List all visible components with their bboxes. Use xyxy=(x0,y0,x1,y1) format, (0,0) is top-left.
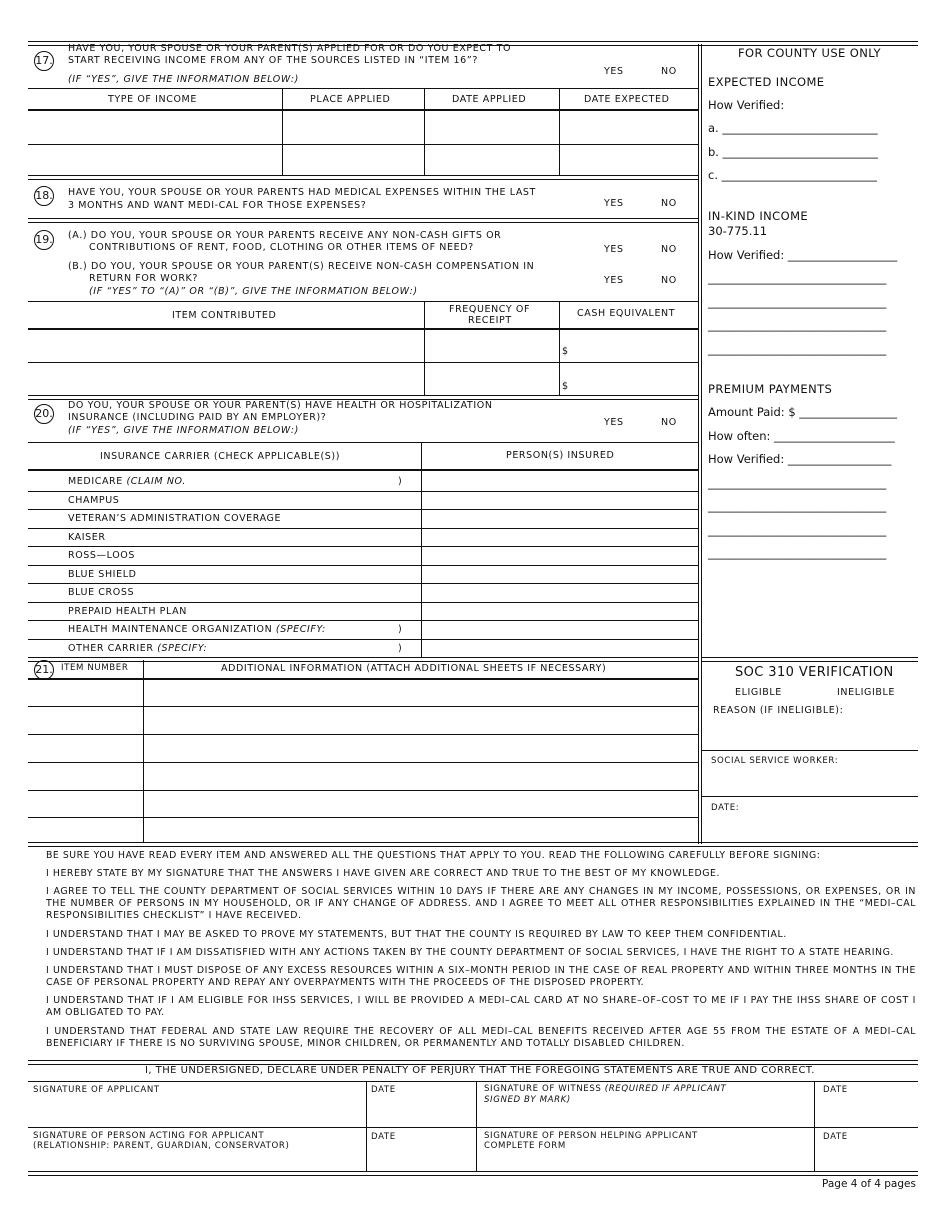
q17-type-cell-2[interactable] xyxy=(29,146,281,174)
q19-table-top xyxy=(28,301,698,302)
q20-table-top xyxy=(28,442,698,443)
q20-bottom xyxy=(28,657,698,662)
q19-col-sep1 xyxy=(424,301,425,396)
q17-number: 17. xyxy=(34,51,54,71)
carrier-row-rule xyxy=(28,620,698,621)
soc-worker: SOCIAL SERVICE WORKER: xyxy=(711,756,839,766)
statement-4: I UNDERSTAND THAT IF I AM DISSATISFIED WITH ANY ACTIONS TAKEN BY THE COUNTY DEPARTMENT OF SOCIAL SERVICES, I HAVE THE RIGHT TO A STATE HEARING. xyxy=(46,947,894,958)
q20-col-insured: PERSON(S) INSURED xyxy=(506,450,615,461)
q19-col-freq-l2: RECEIPT xyxy=(468,315,512,326)
carrier-row[interactable] xyxy=(68,476,408,487)
signature-sep-3 xyxy=(814,1081,815,1171)
q21-row-5 xyxy=(28,817,698,818)
q17-col-sep2 xyxy=(424,88,425,176)
county-premium-line-4[interactable]: _______________________________ xyxy=(708,546,887,560)
q17-col-date-applied: DATE APPLIED xyxy=(452,94,527,105)
signature-sep-1 xyxy=(366,1081,367,1171)
soc-reason: REASON (IF INELIGIBLE): xyxy=(713,705,844,716)
q21-header-rule xyxy=(28,678,698,680)
county-inkind-how-verified[interactable]: How Verified: ___________________ xyxy=(708,248,898,262)
county-amount-paid[interactable]: Amount Paid: $ _________________ xyxy=(708,405,898,419)
soc-rule-1 xyxy=(701,750,918,751)
q17-no[interactable]: NO xyxy=(661,66,677,77)
carrier-close-paren: ) xyxy=(398,476,403,487)
carrier-name: BLUE SHIELD xyxy=(68,568,137,580)
perjury-declaration: I, THE UNDERSIGNED, DECLARE UNDER PENALTY OF PERJURY THAT THE FOREGOING STATEMENTS ARE TRUE AND CORRECT. xyxy=(145,1065,815,1076)
carrier-row-rule xyxy=(28,639,698,640)
carrier-row[interactable] xyxy=(68,513,408,524)
carrier-row-rule xyxy=(28,509,698,510)
statement-5: I UNDERSTAND THAT I MUST DISPOSE OF ANY EXCESS RESOURCES WITHIN A SIX–MONTH PERIOD IN THE CASE OF REAL PROPERTY AND WITHIN THREE MONTHS IN THE CASE OF PERSONAL PROPERTY AND REPAY ANY OVERPAYMENTS WITH THE PROCEEDS OF THE DISPOSED PROPERTY. xyxy=(46,965,916,988)
q20-header-rule xyxy=(28,469,698,471)
carrier-name: HEALTH MAINTENANCE ORGANIZATION xyxy=(68,624,276,635)
q17-yes[interactable]: YES xyxy=(604,66,624,77)
q19-a-line1: (A.) DO YOU, YOUR SPOUSE OR YOUR PARENTS RECEIVE ANY NON-CASH GIFTS OR xyxy=(68,230,502,241)
signature-helping-l1[interactable]: SIGNATURE OF PERSON HELPING APPLICANT xyxy=(484,1131,698,1141)
q18-bottom xyxy=(28,218,698,223)
q21-col-item: ITEM NUMBER xyxy=(61,663,129,673)
q20-col-sep xyxy=(421,442,422,658)
section-bottom-border xyxy=(28,842,918,847)
carrier-name: PREPAID HEALTH PLAN xyxy=(68,605,187,617)
statement-7: I UNDERSTAND THAT FEDERAL AND STATE LAW REQUIRE THE RECOVERY OF ALL MEDI–CAL BENEFITS RECEIVED AFTER AGE 55 FROM THE ESTATE OF A MEDI–CAL BENEFICIARY IF THERE IS NO SURVIVING SPOUSE, MINOR CHILDREN, OR PERMANENTLY AND TOTALLY DISABLED CHILDREN. xyxy=(46,1026,916,1049)
carrier-close-paren: ) xyxy=(398,642,403,654)
soc-rule-2 xyxy=(701,796,918,797)
statement-2: I AGREE TO TELL THE COUNTY DEPARTMENT OF SOCIAL SERVICES WITHIN 10 DAYS IF THERE ARE ANY CHANGES IN MY INCOME, POSSESSIONS, OR EXPENSES, OR IN THE NUMBER OF PERSONS IN MY HOUSEHOLD, OR IF ANY CHANGE OF ADDRESS. AND I AGREE TO MEET ALL OTHER RESPONSIBILITIES EXPLAINED IN THE “MEDI–CAL RESPONSIBILITIES CHECKLIST” I HAVE RECEIVED. xyxy=(46,886,916,921)
carrier-row[interactable] xyxy=(68,495,408,506)
signature-witness[interactable] xyxy=(484,1084,726,1095)
q19-b-yes[interactable]: YES xyxy=(604,275,624,286)
carrier-row-rule xyxy=(28,491,698,492)
q19-number: 19. xyxy=(34,230,54,250)
q17-col-sep3 xyxy=(559,88,560,176)
carrier-note: (SPECIFY: xyxy=(157,642,208,654)
county-inkind-line-2[interactable]: _______________________________ xyxy=(708,295,887,309)
signature-applicant-date[interactable]: DATE xyxy=(371,1085,396,1095)
q19-dollar-1: $ xyxy=(562,346,569,357)
statement-intro: BE SURE YOU HAVE READ EVERY ITEM AND ANSWERED ALL THE QUESTIONS THAT APPLY TO YOU. READ THE FOLLOWING CAREFULLY BEFORE SIGNING: xyxy=(46,850,821,861)
q17-col-type: TYPE OF INCOME xyxy=(108,94,197,105)
county-inkind-line-4[interactable]: _______________________________ xyxy=(708,342,887,356)
q19-a-no[interactable]: NO xyxy=(661,244,677,255)
q19-col-sep2 xyxy=(559,301,560,396)
q20-no[interactable]: NO xyxy=(661,417,677,428)
carrier-row[interactable] xyxy=(68,550,408,561)
q17-col-sep1 xyxy=(282,88,283,176)
carrier-name: ROSS—LOOS xyxy=(68,550,135,561)
q21-row-2 xyxy=(28,734,698,735)
q17-col-place: PLACE APPLIED xyxy=(310,94,391,105)
statement-3: I UNDERSTAND THAT I MAY BE ASKED TO PROVE MY STATEMENTS, BUT THAT THE COUNTY IS REQUIRED BY LAW TO KEEP THEM CONFIDENTIAL. xyxy=(46,929,787,940)
county-how-verified: How Verified: xyxy=(708,98,785,112)
q19-header-rule xyxy=(28,328,698,330)
q20-col-carrier: INSURANCE CARRIER (CHECK APPLICABLE(S)) xyxy=(100,451,341,462)
signature-witness-note2: SIGNED BY MARK) xyxy=(484,1095,571,1105)
q20-instruction: (IF “YES”, GIVE THE INFORMATION BELOW:) xyxy=(68,425,299,436)
carrier-name: BLUE CROSS xyxy=(68,587,135,598)
q21-col-info: ADDITIONAL INFORMATION (ATTACH ADDITIONAL SHEETS IF NECESSARY) xyxy=(221,663,607,674)
carrier-row-rule xyxy=(28,528,698,529)
q18-yes[interactable]: YES xyxy=(604,198,624,209)
q21-number: 21. xyxy=(34,660,54,680)
main-divider-2 xyxy=(701,44,702,844)
q19-a-line2: CONTRIBUTIONS OF RENT, FOOD, CLOTHING OR OTHER ITEMS OF NEED? xyxy=(89,242,474,253)
q21-row-3 xyxy=(28,762,698,763)
county-premium-line-1[interactable]: _______________________________ xyxy=(708,476,887,490)
carrier-close-paren: ) xyxy=(398,624,403,635)
county-line-a[interactable]: a. ___________________________ xyxy=(708,121,878,135)
county-line-c[interactable]: c. ___________________________ xyxy=(708,168,877,182)
q18-no[interactable]: NO xyxy=(661,198,677,209)
page-number: Page 4 of 4 pages xyxy=(822,1178,916,1190)
q19-b-line1: (B.) DO YOU, YOUR SPOUSE OR YOUR PARENT(S) RECEIVE NON-CASH COMPENSATION IN xyxy=(68,261,535,272)
carrier-row[interactable] xyxy=(68,532,408,543)
carrier-row[interactable] xyxy=(68,569,408,580)
signature-helping-date[interactable]: DATE xyxy=(823,1132,848,1142)
q19-row-rule xyxy=(28,362,698,363)
carrier-name: OTHER CARRIER xyxy=(68,642,158,654)
main-divider xyxy=(698,44,699,844)
q19-b-line2: RETURN FOR WORK? xyxy=(89,273,198,284)
county-premium-line-3[interactable]: _______________________________ xyxy=(708,523,887,537)
q19-dollar-2: $ xyxy=(562,381,569,392)
q20-question-line2: INSURANCE (INCLUDING PAID BY AN EMPLOYER)? xyxy=(68,412,327,423)
county-premium-how-verified[interactable]: How Verified: __________________ xyxy=(708,452,892,466)
soc-ineligible[interactable]: INELIGIBLE xyxy=(837,687,895,698)
carrier-row[interactable] xyxy=(68,643,408,654)
signature-witness-date[interactable]: DATE xyxy=(823,1085,848,1095)
carrier-row-rule xyxy=(28,583,698,584)
q19-b-no[interactable]: NO xyxy=(661,275,677,286)
q17-row-rule xyxy=(28,144,698,145)
signature-rule-2 xyxy=(28,1127,918,1128)
q17-instruction: (IF “YES”, GIVE THE INFORMATION BELOW:) xyxy=(68,74,299,85)
q20-yes[interactable]: YES xyxy=(604,417,624,428)
carrier-note: (SPECIFY: xyxy=(275,624,326,635)
q17-bottom xyxy=(28,175,698,180)
q17-type-cell-1[interactable] xyxy=(29,111,281,143)
signature-acting-l1[interactable]: SIGNATURE OF PERSON ACTING FOR APPLICANT xyxy=(33,1131,265,1141)
carrier-name: KAISER xyxy=(68,531,106,543)
q20-number: 20. xyxy=(34,404,54,424)
carrier-row[interactable] xyxy=(68,587,408,598)
q18-number: 18. xyxy=(34,186,54,206)
signature-bottom-border xyxy=(28,1171,918,1176)
carrier-name: VETERAN’S ADMINISTRATION COVERAGE xyxy=(68,513,282,524)
carrier-row[interactable] xyxy=(68,606,408,617)
signature-rule-1 xyxy=(28,1081,918,1082)
carrier-row-rule xyxy=(28,602,698,603)
county-premium-line-2[interactable]: _______________________________ xyxy=(708,499,887,513)
soc-top-border xyxy=(701,657,918,662)
soc-eligible[interactable]: ELIGIBLE xyxy=(735,687,782,698)
q17-col-date-expected: DATE EXPECTED xyxy=(584,94,670,105)
q19-col-freq-l1: FREQUENCY OF xyxy=(449,304,531,315)
carrier-row-rule xyxy=(28,565,698,566)
q18-question-line1: HAVE YOU, YOUR SPOUSE OR YOUR PARENTS HAD MEDICAL EXPENSES WITHIN THE LAST xyxy=(68,187,536,198)
carrier-name: CHAMPUS xyxy=(68,494,120,506)
q17-question-line2: START RECEIVING INCOME FROM ANY OF THE SOURCES LISTED IN “ITEM 16”? xyxy=(68,55,478,66)
signature-sep-2 xyxy=(476,1081,477,1171)
q17-table-top xyxy=(28,88,698,89)
carrier-row-rule xyxy=(28,546,698,547)
carrier-row[interactable] xyxy=(68,624,408,635)
q18-question-line2: 3 MONTHS AND WANT MEDI-CAL FOR THOSE EXPENSES? xyxy=(68,200,367,211)
statement-6: I UNDERSTAND THAT IF I AM ELIGIBLE FOR IHSS SERVICES, I WILL BE PROVIDED A MEDI–CAL CARD AT NO SHARE–OF–COST TO ME IF I PAY THE IHSS SHARE OF COST I AM OBLIGATED TO PAY. xyxy=(46,995,916,1018)
q21-row-4 xyxy=(28,790,698,791)
signature-witness-note: (REQUIRED IF APPLICANT xyxy=(604,1084,727,1094)
county-expected-income: EXPECTED INCOME xyxy=(708,75,825,89)
carrier-name: MEDICARE xyxy=(68,476,127,487)
county-inkind: IN-KIND INCOME xyxy=(708,209,809,223)
county-how-often[interactable]: How often: _____________________ xyxy=(708,429,895,443)
signature-applicant[interactable]: SIGNATURE OF APPLICANT xyxy=(33,1085,160,1095)
county-title: FOR COUNTY USE ONLY xyxy=(738,46,881,60)
q21-col-sep xyxy=(143,660,144,842)
county-inkind-line-1[interactable]: _______________________________ xyxy=(708,271,887,285)
q21-row-1 xyxy=(28,706,698,707)
carrier-note: (CLAIM NO. xyxy=(126,476,186,487)
soc-title: SOC 310 VERIFICATION xyxy=(735,665,894,680)
q19-a-yes[interactable]: YES xyxy=(604,244,624,255)
signature-witness-label: SIGNATURE OF WITNESS xyxy=(484,1084,605,1094)
q19-col-item: ITEM CONTRIBUTED xyxy=(172,310,277,321)
soc-date: DATE: xyxy=(711,803,740,813)
q20-question-line1: DO YOU, YOUR SPOUSE OR YOUR PARENT(S) HAVE HEALTH OR HOSPITALIZATION xyxy=(68,400,493,411)
q19-instruction: (IF “YES” TO “(A)” OR “(B)”, GIVE THE INFORMATION BELOW:) xyxy=(89,286,418,297)
county-line-b[interactable]: b. ___________________________ xyxy=(708,145,878,159)
q17-question-line1: HAVE YOU, YOUR SPOUSE OR YOUR PARENT(S) APPLIED FOR OR DO YOU EXPECT TO xyxy=(68,43,512,54)
q19-col-cash: CASH EQUIVALENT xyxy=(577,308,676,319)
county-premium: PREMIUM PAYMENTS xyxy=(708,382,833,396)
signature-acting-l2: (RELATIONSHIP: PARENT, GUARDIAN, CONSERVATOR) xyxy=(33,1141,290,1151)
statement-1: I HEREBY STATE BY MY SIGNATURE THAT THE ANSWERS I HAVE GIVEN ARE CORRECT AND TRUE TO THE BEST OF MY KNOWLEDGE. xyxy=(46,868,721,879)
signature-acting-date[interactable]: DATE xyxy=(371,1132,396,1142)
signature-helping-l2: COMPLETE FORM xyxy=(484,1141,566,1151)
county-inkind-code: 30-775.11 xyxy=(708,224,768,238)
county-inkind-line-3[interactable]: _______________________________ xyxy=(708,318,887,332)
